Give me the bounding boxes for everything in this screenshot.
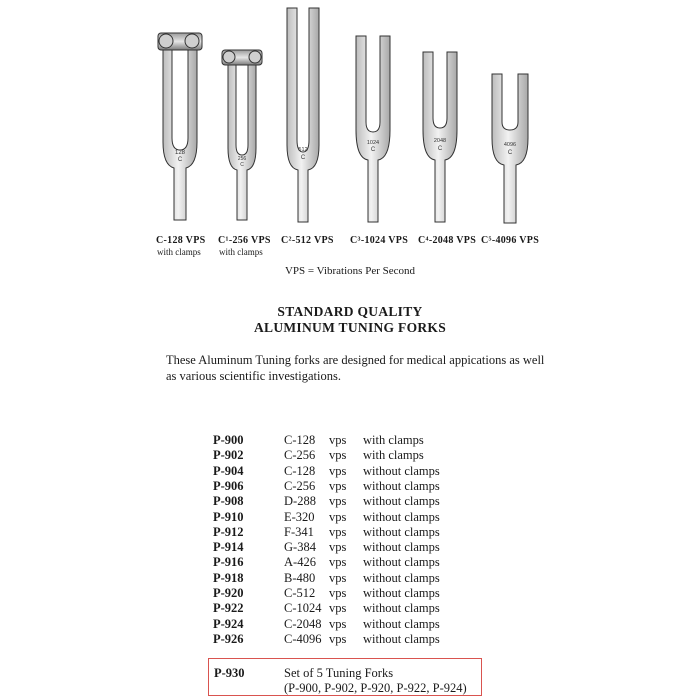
fork-c128 xyxy=(158,33,202,220)
product-code: P-926 xyxy=(213,631,244,646)
fork-c4096 xyxy=(492,74,528,223)
heading-line-2: ALUMINUM TUNING FORKS xyxy=(253,320,447,335)
product-clamps: without clamps xyxy=(363,509,440,524)
fork-c512 xyxy=(287,8,319,222)
product-code: P-900 xyxy=(213,433,244,447)
fork-label-c1024: C³-1024 VPS xyxy=(350,235,409,246)
fork-engraving-4096: 4096 xyxy=(503,142,517,148)
product-clamps: without clamps xyxy=(363,524,440,539)
product-code: P-906 xyxy=(213,478,244,493)
product-unit: vps xyxy=(329,448,347,463)
vps-legend: VPS = Vibrations Per Second xyxy=(284,265,415,277)
product-unit: vps xyxy=(329,524,347,539)
fork-label-c4096: C⁵-4096 VPS xyxy=(481,235,540,246)
product-clamps: without clamps xyxy=(363,616,440,631)
set-highlight-box xyxy=(208,658,482,696)
product-unit: vps xyxy=(329,463,347,478)
tuning-forks-illustration xyxy=(0,0,700,232)
product-clamps: with clamps xyxy=(363,448,424,463)
product-unit: vps xyxy=(329,540,347,555)
product-note: E-320 xyxy=(284,509,315,524)
product-clamps: without clamps xyxy=(363,570,440,585)
product-clamps: without clamps xyxy=(363,601,440,616)
fork-c2048 xyxy=(423,52,457,222)
product-code: P-924 xyxy=(213,616,244,631)
fork-label-c2048: C⁴-2048 VPS xyxy=(418,235,477,246)
product-code: P-918 xyxy=(213,570,244,585)
set-detail: (P-900, P-902, P-920, P-922, P-924) xyxy=(284,681,467,695)
product-unit: vps xyxy=(329,555,347,570)
product-clamps: with clamps xyxy=(363,433,424,447)
product-code: P-922 xyxy=(213,601,244,616)
product-code: P-914 xyxy=(213,540,244,555)
product-unit: vps xyxy=(329,494,347,509)
fork-engraving-512: 512 xyxy=(298,147,308,153)
product-code: P-912 xyxy=(213,524,244,539)
product-code: P-904 xyxy=(213,463,244,478)
product-clamps: without clamps xyxy=(363,555,440,570)
product-unit: vps xyxy=(329,601,347,616)
product-code: P-902 xyxy=(213,448,244,463)
fork-label-c512: C²-512 VPS xyxy=(281,235,334,246)
fork-letter-512: C xyxy=(300,155,306,161)
product-clamps: without clamps xyxy=(363,494,440,509)
product-unit: vps xyxy=(329,586,347,600)
product-description: These Aluminum Tuning forks are designed for medical appications as well as various scientific investigations. xyxy=(166,353,545,383)
fork-label-c128: C-128 VPS xyxy=(156,235,206,246)
product-note: D-288 xyxy=(284,494,316,509)
product-note: A-426 xyxy=(284,555,316,570)
product-note: C-2048 xyxy=(284,616,322,631)
heading-line-1: STANDARD QUALITY xyxy=(277,304,423,319)
fork-c256 xyxy=(222,50,262,220)
product-code: P-908 xyxy=(213,494,244,509)
fork-label-c256: C¹-256 VPS xyxy=(218,235,271,246)
product-note: C-128 xyxy=(284,463,316,478)
fork-c1024 xyxy=(356,36,390,222)
product-unit: vps xyxy=(329,478,347,493)
product-note: G-384 xyxy=(284,540,316,555)
product-unit: vps xyxy=(329,433,347,447)
fork-letter-128: C xyxy=(177,157,183,163)
product-note: B-480 xyxy=(284,570,316,585)
fork-letter-1024: C xyxy=(370,147,376,153)
product-clamps: without clamps xyxy=(363,586,440,600)
product-note: C-256 xyxy=(284,448,316,463)
fork-engraving-1024: 1024 xyxy=(366,140,380,146)
product-note: F-341 xyxy=(284,524,314,539)
product-note: C-256 xyxy=(284,478,316,493)
fork-sublabel-c256: with clamps xyxy=(219,247,263,257)
product-note: C-1024 xyxy=(284,601,322,616)
product-clamps: without clamps xyxy=(363,463,440,478)
set-code: P-930 xyxy=(214,666,245,680)
fork-letter-2048: C xyxy=(437,146,443,152)
product-unit: vps xyxy=(329,509,347,524)
product-note: C-128 xyxy=(284,433,316,447)
fork-engraving-128: 128 xyxy=(174,150,186,156)
product-code: P-916 xyxy=(213,555,244,570)
product-clamps: without clamps xyxy=(363,540,440,555)
fork-sublabel-c128: with clamps xyxy=(157,247,201,257)
product-note: C-4096 xyxy=(284,631,322,646)
product-unit: vps xyxy=(329,616,347,631)
product-clamps: without clamps xyxy=(363,631,440,646)
fork-letter-256: C xyxy=(240,162,244,168)
product-code: P-920 xyxy=(213,586,244,600)
fork-engraving-256: 256 xyxy=(237,156,247,162)
product-unit: vps xyxy=(329,631,347,646)
fork-engraving-2048: 2048 xyxy=(433,138,447,144)
product-clamps: without clamps xyxy=(363,478,440,493)
product-code: P-910 xyxy=(213,509,244,524)
product-unit: vps xyxy=(329,570,347,585)
fork-letter-4096: C xyxy=(507,150,513,156)
set-title: Set of 5 Tuning Forks xyxy=(284,666,394,680)
product-note: C-512 xyxy=(284,586,316,600)
